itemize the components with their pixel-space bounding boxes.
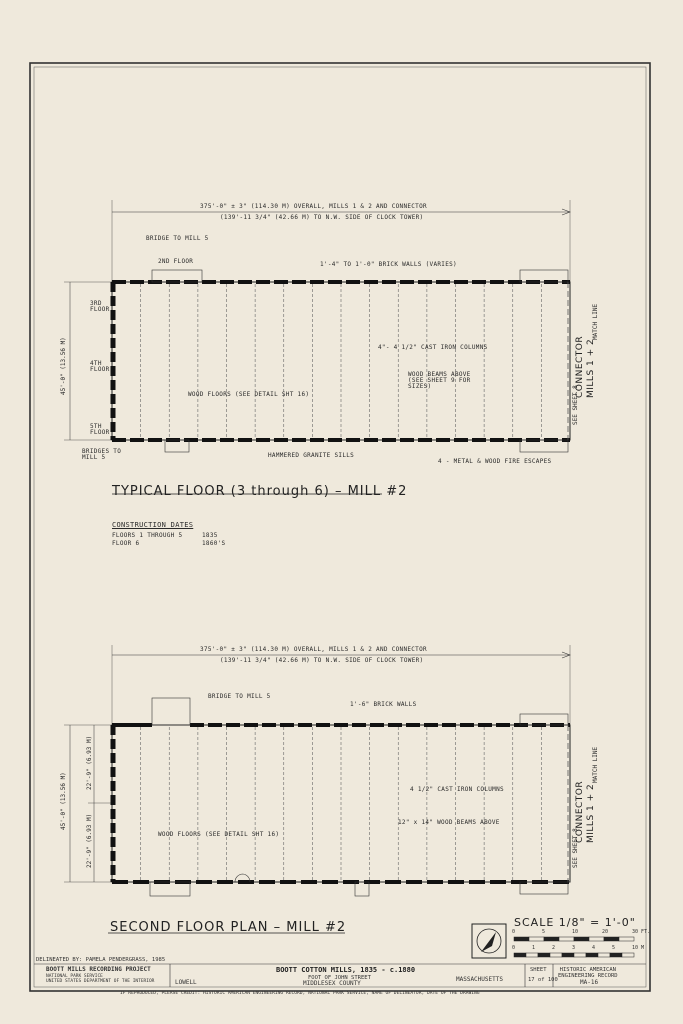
- site-name: BOOTT COTTON MILLS, 1835 - c.1880: [276, 966, 416, 974]
- construction-row2-value: 1860'S: [202, 540, 226, 547]
- scale-segment: [586, 953, 598, 957]
- scale-tick-label: 2: [552, 945, 556, 951]
- scale-tick-label: 5: [612, 945, 616, 951]
- plan2-lower-dim-label: 22'-9" (6.93 M): [86, 813, 93, 868]
- scale-segment: [538, 953, 550, 957]
- scale-segment: [610, 953, 622, 957]
- scale-tick-label: 20: [602, 929, 609, 935]
- scale-label: SCALE 1/8" = 1'-0": [514, 916, 636, 929]
- scale-tick-label: 1: [532, 945, 536, 951]
- project-sub: NATIONAL PARK SERVICE UNITED STATES DEPARTMENT OF THE INTERIOR: [46, 974, 155, 984]
- scale-tick-label: 0: [512, 929, 516, 935]
- plan1-match-line: MATCH LINE: [592, 303, 599, 340]
- plan2-title: SECOND FLOOR PLAN – MILL #2: [110, 920, 347, 935]
- scale-segment: [619, 937, 634, 941]
- site-city: LOWELL: [175, 979, 197, 986]
- scale-segment: [604, 937, 619, 941]
- scale-segment: [550, 953, 562, 957]
- plan2-bridge: [152, 698, 190, 725]
- scale-segment: [598, 953, 610, 957]
- plan2-stair-1: [150, 882, 190, 896]
- scale-tick-label: 0: [512, 945, 516, 951]
- scale-bar-meters: [514, 953, 634, 957]
- scale-segment: [544, 937, 559, 941]
- reproduction-credit: IF REPRODUCED, PLEASE CREDIT: HISTORIC AMERICAN ENGINEERING RECORD, NATIONAL PARK SERVICE, NAME OF DELINEATOR, DATE OF THE DRAWING: [120, 991, 480, 996]
- site-county: MIDDLESEX COUNTY: [303, 980, 361, 987]
- plan1-bridge-label: BRIDGE TO MILL 5: [146, 235, 209, 242]
- project-name: BOOTT MILLS RECORDING PROJECT: [46, 966, 151, 973]
- plan1-granite-sills-label: HAMMERED GRANITE SILLS: [268, 452, 355, 459]
- scale-segment: [589, 937, 604, 941]
- scale-tick-label: 30 FT.: [632, 929, 651, 935]
- plan2-column-lines: [141, 727, 542, 880]
- plan1-see-sheet: SEE SHEET 8: [572, 385, 579, 425]
- scale-tick-label: 10 M: [632, 945, 645, 951]
- plan2-brick-walls-label: 1'-6" BRICK WALLS: [350, 701, 417, 708]
- plan2-upper-dim-label: 22'-9" (6.93 M): [86, 735, 93, 790]
- delineated-by: DELINEATED BY: PAMELA PENDERGRASS, 1985: [36, 957, 166, 963]
- construction-heading: CONSTRUCTION DATES: [112, 521, 194, 529]
- plan1-floor4-label: 4TH FLOOR: [90, 360, 110, 373]
- plan2-height-dim-label: 45'-0" (13.56 M): [60, 772, 67, 830]
- plan2-tower-dim: (139'-11 3/4" (42.66 M) TO N.W. SIDE OF CLOCK TOWER): [220, 657, 424, 664]
- plan1-floor3-label: 3RD FLOOR: [90, 300, 110, 313]
- plan1-connector-label: CONNECTOR MILLS 1 + 2: [575, 335, 596, 398]
- sheet-number: 17 of 100: [528, 977, 558, 983]
- plan2-see-sheet: SEE SHEET 8: [572, 828, 579, 868]
- plan2-wood-beams-label: 12" x 14" WOOD BEAMS ABOVE: [398, 819, 500, 826]
- scale-tick-label: 10: [572, 929, 579, 935]
- plan1-title: TYPICAL FLOOR (3 through 6) – MILL #2: [112, 484, 408, 499]
- scale-tick-label: 3: [572, 945, 576, 951]
- haer-label: HISTORIC AMERICAN ENGINEERING RECORD: [558, 967, 618, 980]
- plan2-overall-dim: 375'-0" ± 3" (114.30 M) OVERALL, MILLS 1 & 2 AND CONNECTOR: [200, 646, 427, 653]
- scale-segment: [562, 953, 574, 957]
- plan1-fire-escapes-label: 4 - METAL & WOOD FIRE ESCAPES: [438, 458, 552, 465]
- scale-tick-label: 4: [592, 945, 596, 951]
- plan1-bridges-label: BRIDGES TO MILL 5: [82, 448, 122, 461]
- plan2-connector-label: CONNECTOR MILLS 1 + 2: [575, 780, 596, 843]
- scale-segment: [526, 953, 538, 957]
- scale-segment: [514, 937, 529, 941]
- scale-segment: [574, 937, 589, 941]
- plan1-floor5-label: 5TH FLOOR: [90, 423, 110, 436]
- plan1-second-floor-label: 2ND FLOOR: [158, 258, 194, 265]
- scale-bar-feet: [514, 937, 634, 941]
- haer-number: MA-16: [580, 979, 599, 986]
- construction-row2-label: FLOOR 6: [112, 540, 140, 547]
- plan1-column-lines: [141, 284, 542, 438]
- scale-segment: [574, 953, 586, 957]
- north-arrow-icon: [472, 924, 506, 958]
- construction-row1-label: FLOORS 1 THROUGH 5: [112, 532, 183, 539]
- plan1-wood-floors-label: WOOD FLOORS (SEE DETAIL SHT 16): [188, 391, 310, 398]
- plan2-bridge-label: BRIDGE TO MILL 5: [208, 693, 271, 700]
- scale-tick-label: 5: [542, 929, 546, 935]
- construction-row1-value: 1835: [202, 532, 218, 539]
- plan1-columns-label: 4"- 4 1/2" CAST IRON COLUMNS: [378, 344, 488, 351]
- scale-segment: [559, 937, 574, 941]
- scale-segment: [622, 953, 634, 957]
- plan2-match-line: MATCH LINE: [592, 746, 599, 783]
- scale-segment: [514, 953, 526, 957]
- site-street: FOOT OF JOHN STREET: [308, 975, 371, 981]
- plan1-wood-beams-label: WOOD BEAMS ABOVE (SEE SHEET 9 FOR SIZES): [408, 371, 471, 390]
- plan1-tower-dim: (139'-11 3/4" (42.66 M) TO N.W. SIDE OF CLOCK TOWER): [220, 214, 424, 221]
- scale-segment: [529, 937, 544, 941]
- sheet-label: SHEET: [530, 967, 547, 973]
- site-state: MASSACHUSETTS: [456, 976, 503, 983]
- plan1-overall-dim: 375'-0" ± 3" (114.30 M) OVERALL, MILLS 1 & 2 AND CONNECTOR: [200, 203, 427, 210]
- plan2-columns-label: 4 1/2" CAST IRON COLUMNS: [410, 786, 504, 793]
- plan2-stair-2: [355, 882, 369, 896]
- plan1-height-dim-label: 45'-0" (13.56 M): [60, 337, 67, 395]
- plan2-wood-floors-label: WOOD FLOORS (SEE DETAIL SHT 16): [158, 831, 280, 838]
- plan1-brick-walls-label: 1'-4" TO 1'-0" BRICK WALLS (VARIES): [320, 261, 457, 268]
